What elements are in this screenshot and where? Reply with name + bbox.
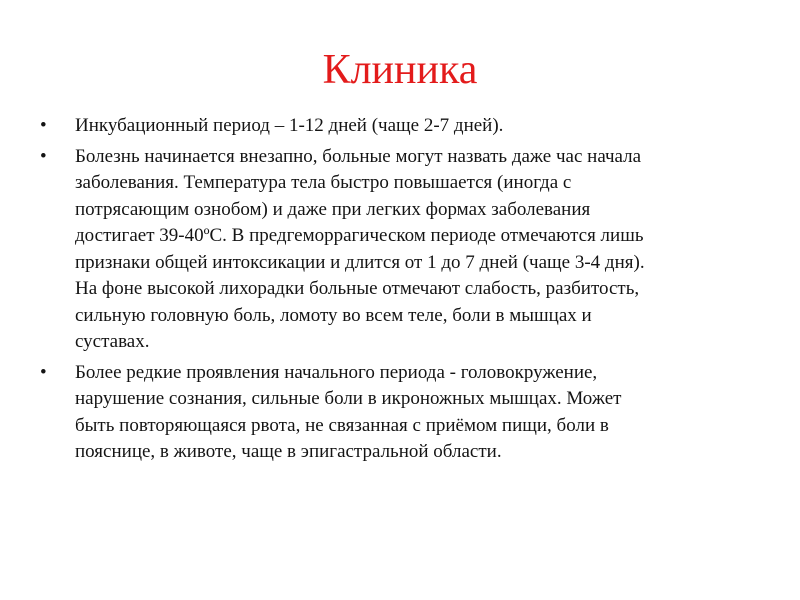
- bullet-text-line: пояснице, в животе, чаще в эпигастральной области.: [75, 441, 502, 462]
- bullet-text-line: На фоне высокой лихорадки больные отмечают слабость, разбитость,: [75, 278, 640, 299]
- bullet-item-1: [40, 113, 770, 140]
- bullet-marker: •: [40, 361, 47, 383]
- bullet-text-line: нарушение сознания, сильные боли в икроножных мышцах. Может: [75, 388, 622, 409]
- bullet-text-line: потрясающим ознобом) и даже при легких формах заболевания: [75, 198, 591, 220]
- bullet-text-line: признаки общей интоксикации и длится от 1 до 7 дней (чаще 3-4 дня).: [75, 251, 645, 273]
- bullet-text-line: Болезнь начинается внезапно, больные могут назвать даже час начала: [75, 145, 642, 167]
- bullet-text-line: быть повторяющаяся рвота, не связанная с приёмом пищи, боли в: [75, 414, 609, 436]
- bullet-text-line: сильную головную боль, ломоту во всем теле, боли в мышцах и: [75, 304, 592, 326]
- bullet-marker: •: [40, 115, 47, 136]
- slide-title: Клиника: [322, 47, 478, 93]
- bullet-text-line: суставах.: [75, 331, 150, 352]
- bullet-text-line: заболевания. Температура тела быстро повышается (иногда с: [75, 172, 572, 193]
- bullet-text-line: достигает 39-40ºС. В предгеморрагическом периоде отмечаются лишь: [75, 225, 644, 246]
- bullet-text-line: Более редкие проявления начального периода - головокружение,: [75, 361, 598, 383]
- bullet-item-2: [40, 144, 770, 356]
- bullet-item-3: [40, 360, 770, 466]
- bullet-list: [40, 113, 770, 470]
- bullet-marker: •: [40, 145, 47, 167]
- bullet-text-line: Инкубационный период – 1-12 дней (чаще 2-7 дней).: [75, 115, 504, 136]
